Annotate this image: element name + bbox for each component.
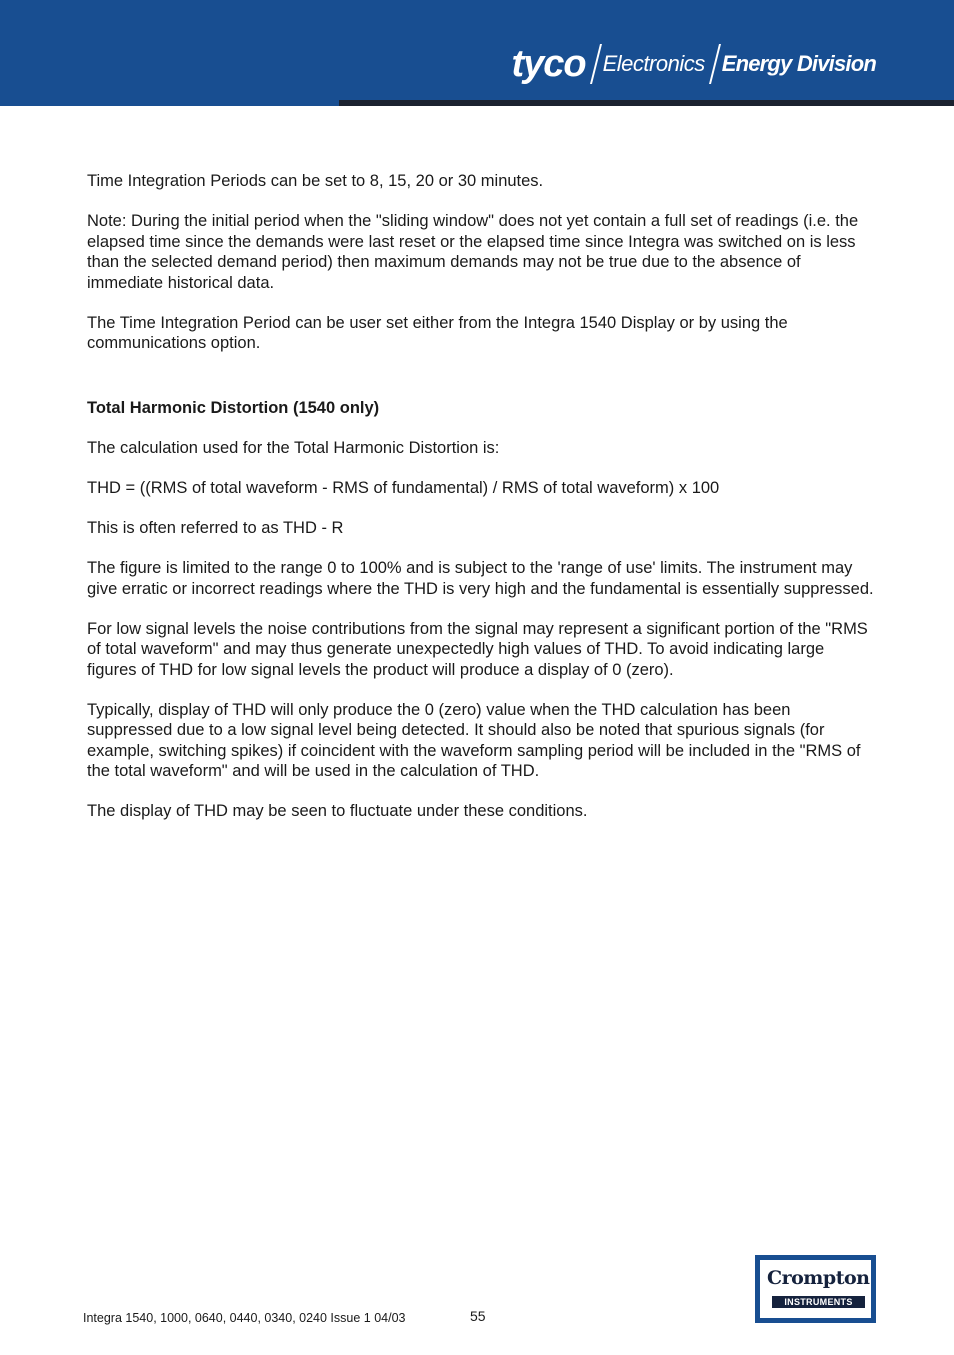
paragraph-range-limits: The figure is limited to the range 0 to 100% and is subject to the 'range of use' limits. The instrument may give erratic or incorrect readings where the THD is very high and the fundamental is essentially suppressed. <box>87 559 874 598</box>
crompton-logo-word: Crompton <box>767 1267 870 1289</box>
paragraph-thd-formula: THD = ((RMS of total waveform - RMS of fundamental) / RMS of total waveform) x 100 <box>87 479 720 497</box>
paragraph-calculation-intro: The calculation used for the Total Harmonic Distortion is: <box>87 439 500 457</box>
paragraph-user-set: The Time Integration Period can be user set either from the Integra 1540 Display or by using the communications option. <box>87 313 788 352</box>
crompton-logo-inner <box>760 1260 871 1318</box>
logo-energy-division: Energy Division <box>721 51 876 76</box>
logo-brand: tyco <box>511 43 586 85</box>
tyco-electronics-logo <box>511 42 876 86</box>
page-number: 55 <box>470 1308 486 1324</box>
footer-document-ref: Integra 1540, 1000, 0640, 0440, 0340, 0240 Issue 1 04/03 <box>83 1311 406 1325</box>
crompton-logo-band: INSTRUMENTS <box>772 1296 865 1308</box>
crompton-instruments-logo <box>755 1255 876 1323</box>
paragraph-fluctuate: The display of THD may be seen to fluctuate under these conditions. <box>87 802 588 820</box>
header-rule <box>339 100 954 106</box>
paragraph-low-signal: For low signal levels the noise contributions from the signal may represent a significant portion of the "RMS of total waveform" and may thus generate unexpectedly high values of THD. To avoid indicating large figures of THD for low signal levels the product will produce a display of 0 (zero). <box>87 619 868 679</box>
paragraph-thd-r: This is often referred to as THD - R <box>87 519 344 537</box>
document-body <box>87 171 877 841</box>
section-heading-thd: Total Harmonic Distortion (1540 only) <box>87 398 380 417</box>
paragraph-integration-periods: Time Integration Periods can be set to 8, 15, 20 or 30 minutes. <box>87 172 544 190</box>
logo-divider <box>590 44 602 84</box>
logo-divider <box>709 44 721 84</box>
paragraph-note: Note: During the initial period when the "sliding window" does not yet contain a full set of readings (i.e. the elapsed time since the demands were last reset or the elapsed time since Integra was switched on is less than the selected demand period) then maximum demands may not be true due to the absence of immediate historical data. <box>87 212 859 292</box>
logo-electronics: Electronics <box>602 51 705 76</box>
paragraph-typically: Typically, display of THD will only produce the 0 (zero) value when the THD calculation has been suppressed due to a low signal level being detected. It should also be noted that spurious signals (for example, switching spikes) if coincident with the waveform sampling period will be included in the "RMS of the total waveform" and will be used in the calculation of THD. <box>87 700 861 780</box>
